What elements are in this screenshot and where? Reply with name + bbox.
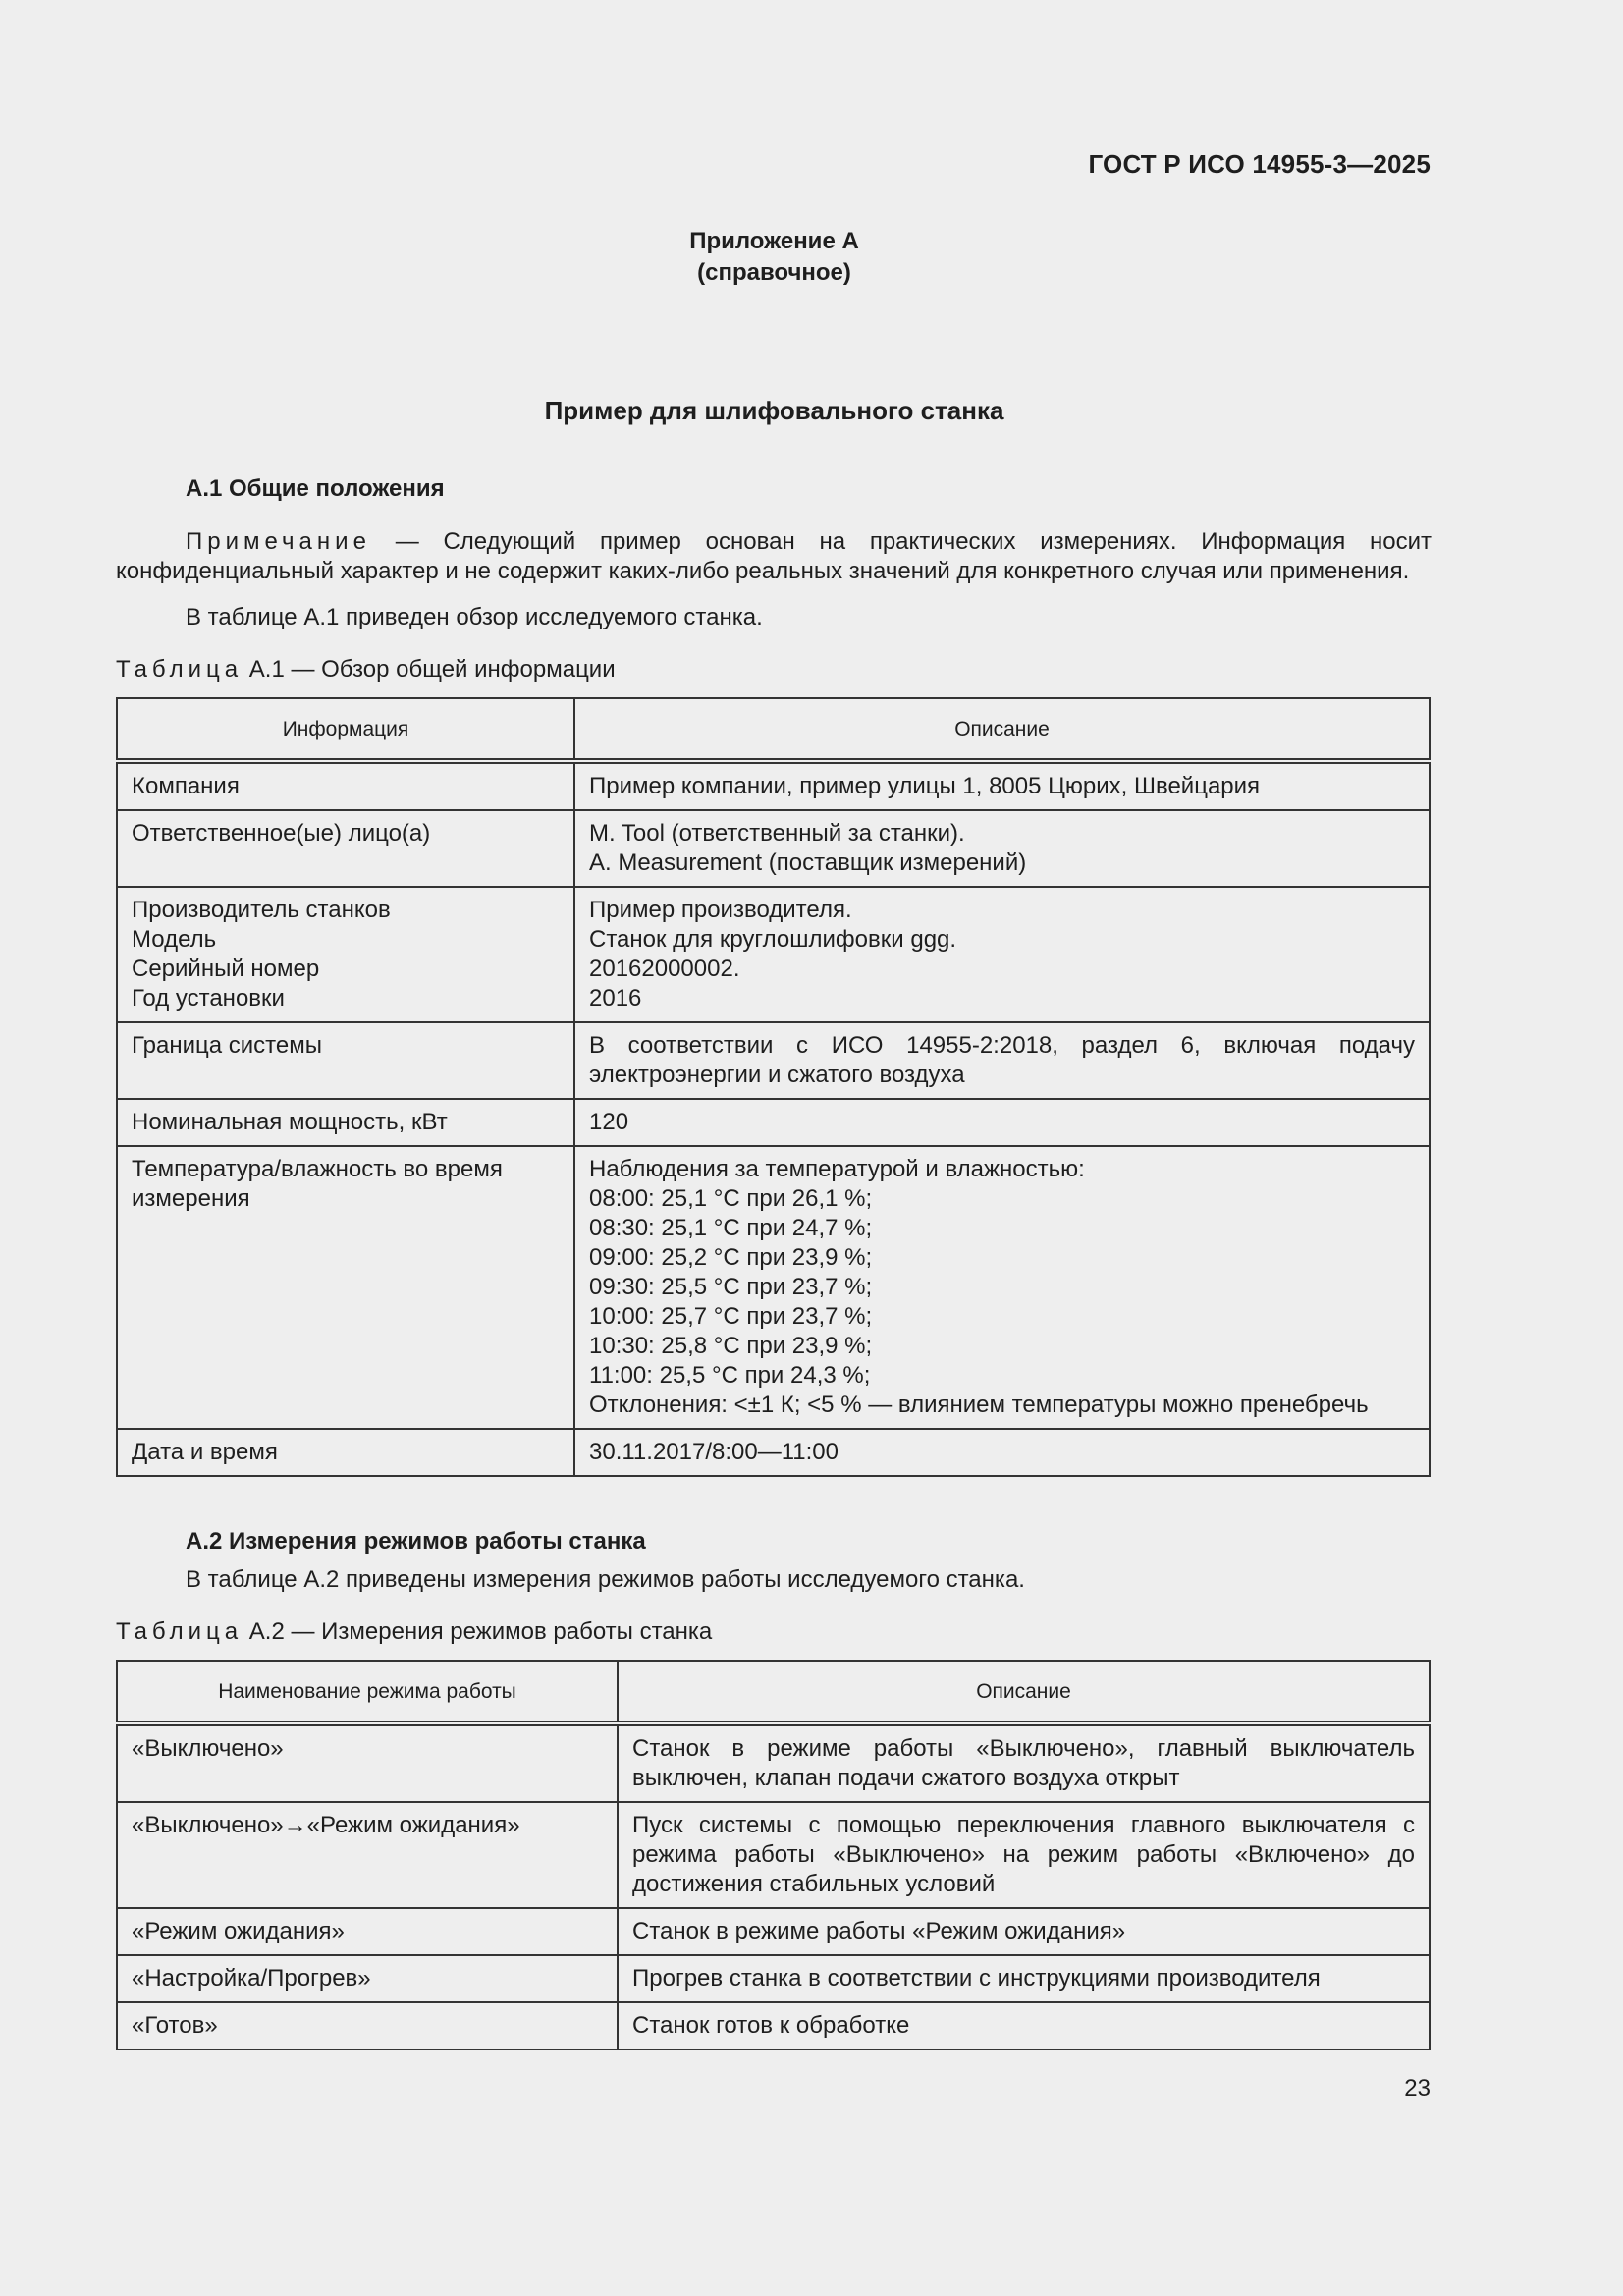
page-number: 23 bbox=[1404, 2075, 1431, 2102]
description-cell bbox=[574, 1429, 1430, 1476]
cell-line: 10:00: 25,7 °C при 23,7 %; bbox=[589, 1303, 873, 1330]
cell-line: Дата и время bbox=[132, 1439, 278, 1465]
cell-line: Производитель станков bbox=[132, 897, 391, 923]
table-row bbox=[117, 2002, 1430, 2050]
description-cell bbox=[574, 761, 1430, 810]
column-header-info: Информация bbox=[117, 698, 574, 761]
appendix-line-1: Приложение А bbox=[689, 228, 859, 254]
table-row bbox=[117, 1723, 1430, 1802]
table-row bbox=[117, 1146, 1430, 1429]
cell-line: В соответствии с ИСО 14955-2:2018, раздел 6, включая подачу электроэнергии и сжатого воздуха bbox=[589, 1032, 1415, 1088]
description-cell bbox=[574, 810, 1430, 887]
description-cell: Прогрев станка в соответствии с инструкциями производителя bbox=[618, 1955, 1430, 2002]
table-a2-body bbox=[117, 1723, 1430, 2050]
table-a2 bbox=[116, 1660, 1431, 2050]
cell-line: 09:00: 25,2 °C при 23,9 %; bbox=[589, 1244, 873, 1271]
table-a1-caption bbox=[116, 656, 616, 683]
cell-line: Пример производителя. bbox=[589, 897, 852, 923]
info-cell bbox=[117, 761, 574, 810]
info-cell bbox=[117, 1099, 574, 1146]
description-cell bbox=[574, 1146, 1430, 1429]
mode-cell: «Готов» bbox=[117, 2002, 618, 2050]
info-cell bbox=[117, 1429, 574, 1476]
mode-cell: «Выключено» bbox=[117, 1723, 618, 1802]
table-header-row bbox=[117, 1661, 1430, 1723]
table-row bbox=[117, 887, 1430, 1022]
table-a1-body bbox=[117, 761, 1430, 1476]
table-header-row bbox=[117, 698, 1430, 761]
table-a2-intro bbox=[116, 1565, 1432, 1595]
column-header-description: Описание bbox=[618, 1661, 1430, 1723]
cell-line: Год установки bbox=[132, 985, 285, 1011]
cell-line: 2016 bbox=[589, 985, 642, 1011]
section-a1-heading: А.1 Общие положения bbox=[186, 475, 445, 502]
mode-cell: «Выключено»→«Режим ожидания» bbox=[117, 1802, 618, 1908]
note-text: — Следующий пример основан на практических измерениях. Информация носит конфиденциальный характер и не содержит каких-либо реальных значений для конкретного случая или применения. bbox=[116, 528, 1432, 584]
cell-line: Отклонения: <±1 К; <5 % — влиянием температуры можно пренебречь bbox=[589, 1392, 1369, 1418]
note-label: Примечание bbox=[186, 528, 371, 555]
cell-line: Пример компании, пример улицы 1, 8005 Цюрих, Швейцария bbox=[589, 773, 1261, 799]
cell-line: Станок для круглошлифовки ggg. bbox=[589, 926, 957, 953]
table-a1-caption-text: А.1 — Обзор общей информации bbox=[243, 656, 616, 683]
cell-line: 11:00: 25,5 °C при 24,3 %; bbox=[589, 1362, 871, 1389]
cell-line: Модель bbox=[132, 926, 217, 953]
table-row bbox=[117, 1955, 1430, 2002]
cell-line: Наблюдения за температурой и влажностью: bbox=[589, 1156, 1085, 1182]
table-row bbox=[117, 1099, 1430, 1146]
cell-line: Серийный номер bbox=[132, 956, 320, 982]
section-a2-heading: А.2 Измерения режимов работы станка bbox=[186, 1528, 646, 1555]
table-a2-caption-label: Таблица bbox=[116, 1618, 243, 1645]
appendix-line-2: (справочное) bbox=[697, 259, 851, 286]
mode-cell: «Режим ожидания» bbox=[117, 1908, 618, 1955]
table-a1 bbox=[116, 697, 1431, 1477]
table-row bbox=[117, 810, 1430, 887]
table-row bbox=[117, 1022, 1430, 1099]
cell-line: 10:30: 25,8 °C при 23,9 %; bbox=[589, 1333, 873, 1359]
cell-line: 08:00: 25,1 °C при 26,1 %; bbox=[589, 1185, 873, 1212]
description-cell bbox=[574, 1022, 1430, 1099]
table-a2-caption bbox=[116, 1618, 712, 1646]
cell-line: 08:30: 25,1 °C при 24,7 %; bbox=[589, 1215, 873, 1241]
page-title: Пример для шлифовального станка bbox=[544, 396, 1004, 425]
note-paragraph bbox=[116, 527, 1432, 586]
table-row bbox=[117, 761, 1430, 810]
cell-line: Температура/влажность во время измерения bbox=[132, 1156, 503, 1212]
description-cell bbox=[574, 1099, 1430, 1146]
column-header-mode: Наименование режима работы bbox=[117, 1661, 618, 1723]
info-cell bbox=[117, 1022, 574, 1099]
table-a1-intro bbox=[116, 603, 1432, 632]
cell-line: Номинальная мощность, кВт bbox=[132, 1109, 448, 1135]
cell-line: Компания bbox=[132, 773, 240, 799]
info-cell bbox=[117, 1146, 574, 1429]
table-row bbox=[117, 1429, 1430, 1476]
cell-line: 20162000002. bbox=[589, 956, 740, 982]
cell-line: Ответственное(ые) лицо(а) bbox=[132, 820, 431, 847]
table-row bbox=[117, 1802, 1430, 1908]
table-row bbox=[117, 1908, 1430, 1955]
table-a2-caption-text: А.2 — Измерения режимов работы станка bbox=[243, 1618, 713, 1645]
table-a1-caption-label: Таблица bbox=[116, 656, 243, 683]
info-cell bbox=[117, 887, 574, 1022]
appendix-title bbox=[0, 226, 1548, 289]
column-header-description: Описание bbox=[574, 698, 1430, 761]
cell-line: A. Measurement (поставщик измерений) bbox=[589, 849, 1027, 876]
cell-line: M. Tool (ответственный за станки). bbox=[589, 820, 965, 847]
cell-line: Граница системы bbox=[132, 1032, 322, 1059]
table-a2-intro-text: В таблице А.2 приведены измерения режимов работы исследуемого станка. bbox=[186, 1566, 1025, 1593]
description-cell: Пуск системы с помощью переключения главного выключателя с режима работы «Выключено» на режим работы «Включено» до достижения стабильных условий bbox=[618, 1802, 1430, 1908]
description-cell: Станок готов к обработке bbox=[618, 2002, 1430, 2050]
table-a1-intro-text: В таблице А.1 приведен обзор исследуемого станка. bbox=[186, 604, 763, 630]
info-cell bbox=[117, 810, 574, 887]
cell-line: 120 bbox=[589, 1109, 629, 1135]
description-cell: Станок в режиме работы «Выключено», главный выключатель выключен, клапан подачи сжатого воздуха открыт bbox=[618, 1723, 1430, 1802]
description-cell bbox=[574, 887, 1430, 1022]
cell-line: 09:30: 25,5 °C при 23,7 %; bbox=[589, 1274, 873, 1300]
description-cell: Станок в режиме работы «Режим ожидания» bbox=[618, 1908, 1430, 1955]
cell-line: 30.11.2017/8:00—11:00 bbox=[589, 1439, 839, 1465]
mode-cell: «Настройка/Прогрев» bbox=[117, 1955, 618, 2002]
document-code: ГОСТ Р ИСО 14955-3—2025 bbox=[1088, 149, 1431, 179]
